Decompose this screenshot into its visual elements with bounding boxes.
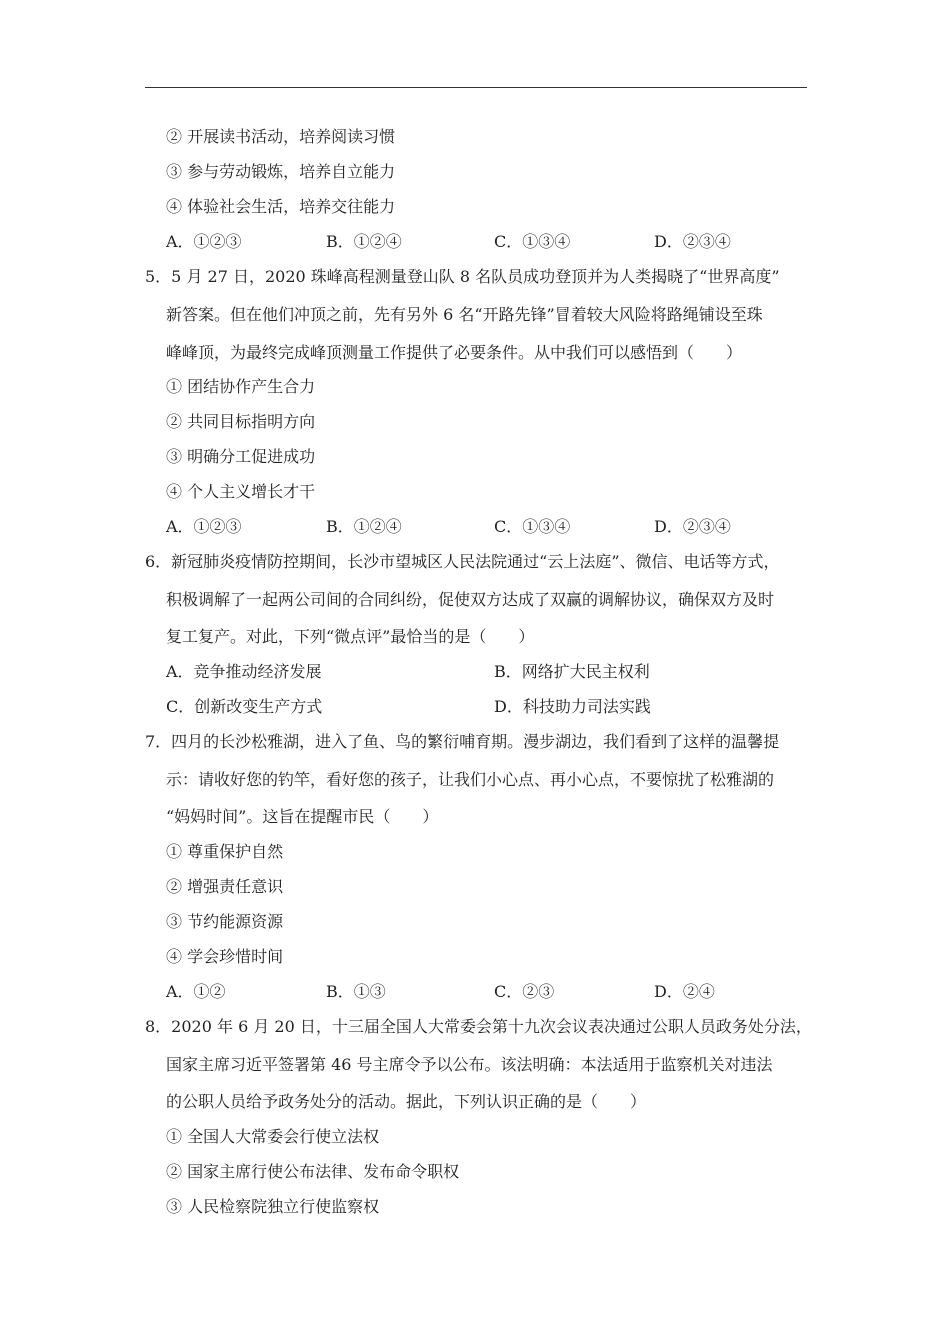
q5-option-a: A．①②③: [166, 517, 242, 536]
q6-stem-line-2: 积极调解了一起两公司间的合同纠纷，促使双方达成了双赢的调解协议，确保双方及时: [166, 590, 775, 609]
q5-option-d: D．②③④: [654, 517, 731, 536]
q5-item-3: ③ 明确分工促进成功: [166, 447, 316, 466]
q7-item-1: ① 尊重保护自然: [166, 842, 284, 861]
q5-option-c: C．①③④: [494, 517, 571, 536]
q6-option-b: B．网络扩大民主权利: [494, 662, 650, 681]
q8-item-2: ② 国家主席行使公布法律、发布命令职权: [166, 1162, 460, 1181]
q8-stem-line-2: 国家主席习近平签署第 46 号主席令予以公布。该法明确：本法适用于监察机关对违法: [166, 1055, 773, 1074]
header-rule: [145, 87, 807, 88]
q5-stem-line-2: 新答案。但在他们冲顶之前，先有另外 6 名“开路先锋”冒着较大风险将路绳铺设至珠: [166, 305, 763, 324]
q7-item-4: ④ 学会珍惜时间: [166, 947, 284, 966]
q7-option-d: D．②④: [654, 982, 715, 1001]
q8-stem-line-1: 8．2020 年 6 月 20 日，十三届全国人大常委会第十九次会议表决通过公职人员政务处分法，: [145, 1017, 812, 1036]
q7-stem-line-2: 示：请收好您的钓竿，看好您的孩子，让我们小心点、再小心点，不要惊扰了松雅湖的: [166, 770, 775, 789]
q5-item-4: ④ 个人主义增长才干: [166, 482, 316, 501]
q5-option-b: B．①②④: [326, 517, 402, 536]
q4-option-b: B．①②④: [326, 232, 402, 251]
q8-item-1: ① 全国人大常委会行使立法权: [166, 1127, 380, 1146]
q7-option-b: B．①③: [326, 982, 386, 1001]
q7-option-c: C．②③: [494, 982, 555, 1001]
q7-option-a: A．①②: [166, 982, 226, 1001]
q7-stem-line-3: “妈妈时间”。这旨在提醒市民（ ）: [166, 807, 439, 826]
q5-item-1: ① 团结协作产生合力: [166, 377, 316, 396]
q5-stem-line-3: 峰峰顶，为最终完成峰顶测量工作提供了必要条件。从中我们可以感悟到（ ）: [166, 343, 743, 362]
q7-item-3: ③ 节约能源资源: [166, 912, 284, 931]
q4-option-a: A．①②③: [166, 232, 242, 251]
q6-option-a: A．竞争推动经济发展: [166, 662, 322, 681]
q7-item-2: ② 增强责任意识: [166, 877, 284, 896]
q4-item-2: ② 开展读书活动，培养阅读习惯: [166, 127, 396, 146]
q4-item-3: ③ 参与劳动锻炼，培养自立能力: [166, 162, 396, 181]
q4-option-c: C．①③④: [494, 232, 571, 251]
q5-item-2: ② 共同目标指明方向: [166, 412, 316, 431]
q6-stem-line-1: 6．新冠肺炎疫情防控期间，长沙市望城区人民法院通过“云上法庭”、微信、电话等方式，: [145, 552, 780, 571]
q7-stem-line-1: 7．四月的长沙松雅湖，进入了鱼、鸟的繁衍哺育期。漫步湖边，我们看到了这样的温馨提: [145, 732, 780, 751]
q4-item-4: ④ 体验社会生活，培养交往能力: [166, 197, 396, 216]
q4-option-d: D．②③④: [654, 232, 731, 251]
q5-stem-line-1: 5．5 月 27 日，2020 珠峰高程测量登山队 8 名队员成功登顶并为人类揭晓了“世界高度”: [145, 267, 780, 286]
q8-item-3: ③ 人民检察院独立行使监察权: [166, 1197, 380, 1216]
q8-stem-line-3: 的公职人员给予政务处分的活动。据此，下列认识正确的是（ ）: [166, 1092, 647, 1111]
q6-stem-line-3: 复工复产。对此，下列“微点评”最恰当的是（ ）: [166, 627, 535, 646]
q6-option-c: C．创新改变生产方式: [166, 697, 323, 716]
q6-option-d: D．科技助力司法实践: [494, 697, 651, 716]
